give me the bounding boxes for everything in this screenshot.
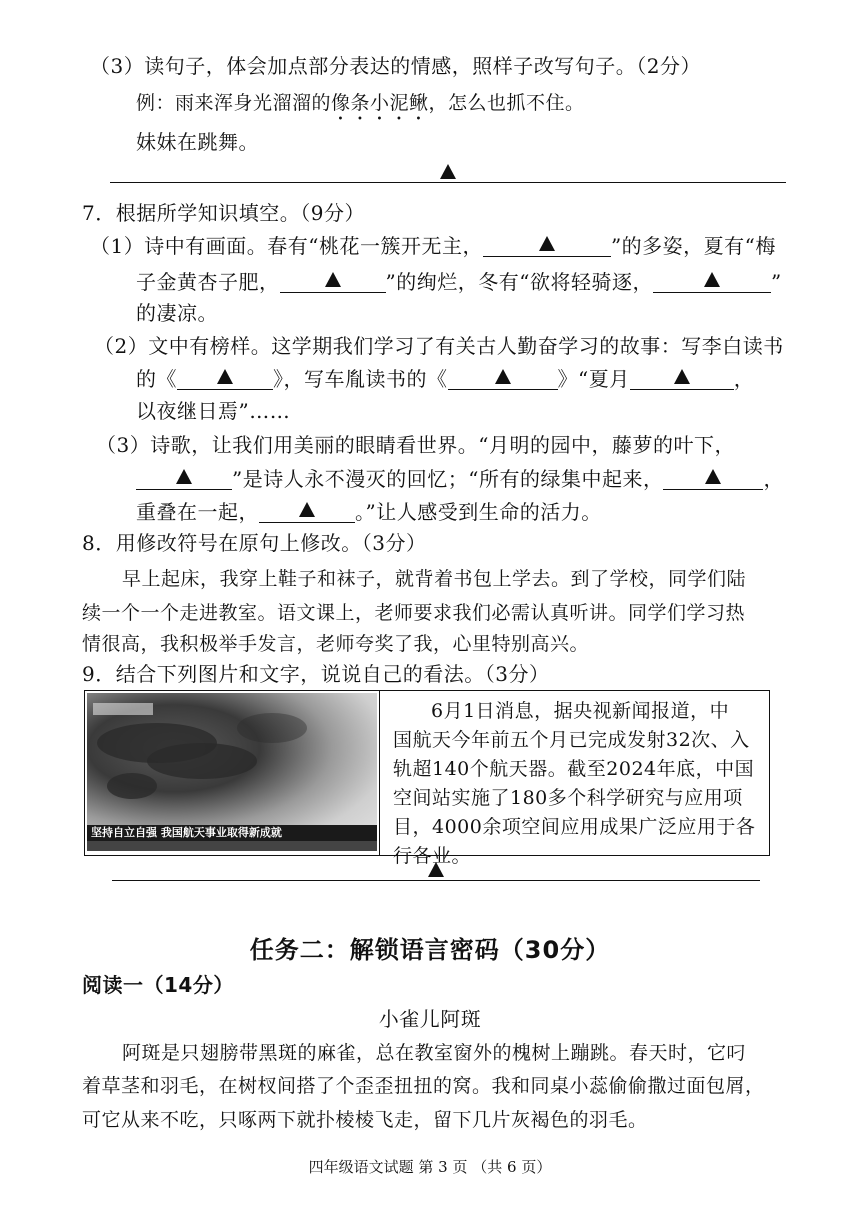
- answer-blank[interactable]: [653, 270, 771, 293]
- q7-2-line1: （2）文中有榜样。这学期我们学习了有关古人勤奋学习的故事：写李白读书: [94, 334, 784, 358]
- q6-3-prompt: （3）读句子，体会加点部分表达的情感，照样子改写句子。（2分）: [90, 54, 701, 78]
- text: 》“夏月: [557, 367, 630, 391]
- cloud-shape: [107, 773, 157, 799]
- example-suffix: ，怎么也抓不住。: [428, 92, 585, 114]
- q7-2-line3: 以夜继日焉”……: [136, 399, 291, 423]
- answer-line[interactable]: [112, 880, 760, 881]
- q6-3-example: [136, 90, 585, 125]
- news-banner: 坚持自立自强 我国航天事业取得新成就: [87, 825, 377, 841]
- triangle-icon: [217, 369, 233, 384]
- text: 》，写车胤读书的《: [273, 367, 448, 391]
- reading1-line-2: 着草茎和羽毛，在树杈间搭了个歪歪扭扭的窝。我和同桌小蕊偷偷撒过面包屑，: [82, 1075, 765, 1097]
- triangle-icon: [176, 469, 192, 484]
- news-text: [393, 697, 763, 871]
- triangle-icon: [704, 272, 720, 287]
- text: ”的绚烂，冬有“欲将轻骑逐，: [385, 270, 653, 294]
- text: ”: [770, 270, 782, 294]
- q6-3-sentence: 妹妹在跳舞。: [136, 130, 259, 154]
- triangle-icon: [705, 469, 721, 484]
- reading1-title: 小雀儿阿斑: [378, 1007, 482, 1031]
- q8-line-3: 情很高，我积极举手发言，老师夸奖了我，心里特别高兴。: [82, 633, 590, 655]
- news-line: 国航天今年前五个月已完成发射32次、入: [393, 729, 750, 751]
- q7-1-line3: 的凄凉。: [136, 301, 218, 325]
- cloud-shape: [147, 743, 257, 779]
- q9-title: 9．结合下列图片和文字，说说自己的看法。（3分）: [82, 662, 550, 686]
- cloud-shape: [237, 713, 307, 743]
- answer-blank[interactable]: [280, 270, 386, 293]
- answer-blank[interactable]: [663, 467, 763, 490]
- q7-title: 7．根据所学知识填空。（9分）: [82, 201, 365, 225]
- q8-title: 8．用修改符号在原句上修改。（3分）: [82, 531, 427, 555]
- news-line: 轨超140个航天器。截至2024年底，中国: [393, 758, 755, 780]
- triangle-icon: [539, 236, 555, 251]
- q9-material-box: [84, 690, 770, 867]
- triangle-icon: [428, 862, 444, 877]
- q7-1-line2: [136, 269, 782, 295]
- triangle-icon: [495, 369, 511, 384]
- news-image: [87, 693, 377, 851]
- example-dotted: 像条小泥鳅: [331, 92, 429, 114]
- news-line: 目，4000余项空间应用成果广泛应用于各: [393, 816, 756, 838]
- answer-blank[interactable]: [448, 367, 558, 390]
- triangle-icon: [299, 502, 315, 517]
- q7-3-line1: （3）诗歌，让我们用美丽的眼睛看世界。“月明的园中，藤萝的叶下，: [96, 433, 735, 457]
- text: ，: [763, 467, 784, 491]
- q7-2-line2: [136, 366, 754, 392]
- text: ”是诗人永不漫灭的回忆；“所有的绿集中起来，: [232, 467, 664, 491]
- q7-1-line1: [90, 233, 776, 259]
- text: 。”让人感受到生命的活力。: [355, 500, 602, 524]
- news-ticker: [87, 841, 377, 851]
- answer-blank[interactable]: [177, 367, 273, 390]
- triangle-icon: [674, 369, 690, 384]
- channel-logo: [93, 703, 153, 715]
- reading1-line-1: 阿斑是只翅膀带黑斑的麻雀，总在教室窗外的槐树上蹦跳。春天时，它叼: [122, 1042, 747, 1064]
- news-line: 行各业。: [393, 845, 472, 867]
- text: 的《: [136, 367, 177, 391]
- reading1-header: 阅读一（14分）: [82, 973, 234, 997]
- answer-line[interactable]: [110, 182, 786, 183]
- task2-title: 任务二：解锁语言密码（30分）: [249, 936, 611, 964]
- reading1-line-3: 可它从来不吃，只啄两下就扑棱棱飞走，留下几片灰褐色的羽毛。: [82, 1109, 648, 1131]
- answer-blank[interactable]: [630, 367, 734, 390]
- box-divider: [379, 691, 380, 855]
- text: ”的多姿，夏有“梅: [610, 234, 776, 258]
- q7-3-line3: [136, 499, 602, 525]
- news-line: 6月1日消息，据央视新闻报道，中: [431, 700, 730, 722]
- example-prefix: 例：雨来浑身光溜溜的: [136, 92, 332, 114]
- q8-line-2: 续一个一个走进教室。语文课上，老师要求我们必需认真听讲。同学们学习热: [82, 602, 746, 624]
- text: （1）诗中有画面。春有“桃花一簇开无主，: [90, 234, 483, 258]
- triangle-icon: [440, 164, 456, 179]
- text: 重叠在一起，: [136, 500, 259, 524]
- news-line: 空间站实施了180多个科学研究与应用项: [393, 787, 743, 809]
- answer-blank[interactable]: [259, 500, 355, 523]
- q8-line-1: 早上起床，我穿上鞋子和袜子，就背着书包上学去。到了学校，同学们陆: [122, 568, 747, 590]
- page-footer: 四年级语文试题 第 3 页 （共 6 页）: [308, 1158, 552, 1176]
- answer-blank[interactable]: [136, 467, 232, 490]
- answer-blank[interactable]: [483, 234, 611, 257]
- triangle-icon: [325, 272, 341, 287]
- text: 子金黄杏子肥，: [136, 270, 280, 294]
- q7-3-line2: [136, 466, 784, 492]
- text: ，: [733, 367, 755, 391]
